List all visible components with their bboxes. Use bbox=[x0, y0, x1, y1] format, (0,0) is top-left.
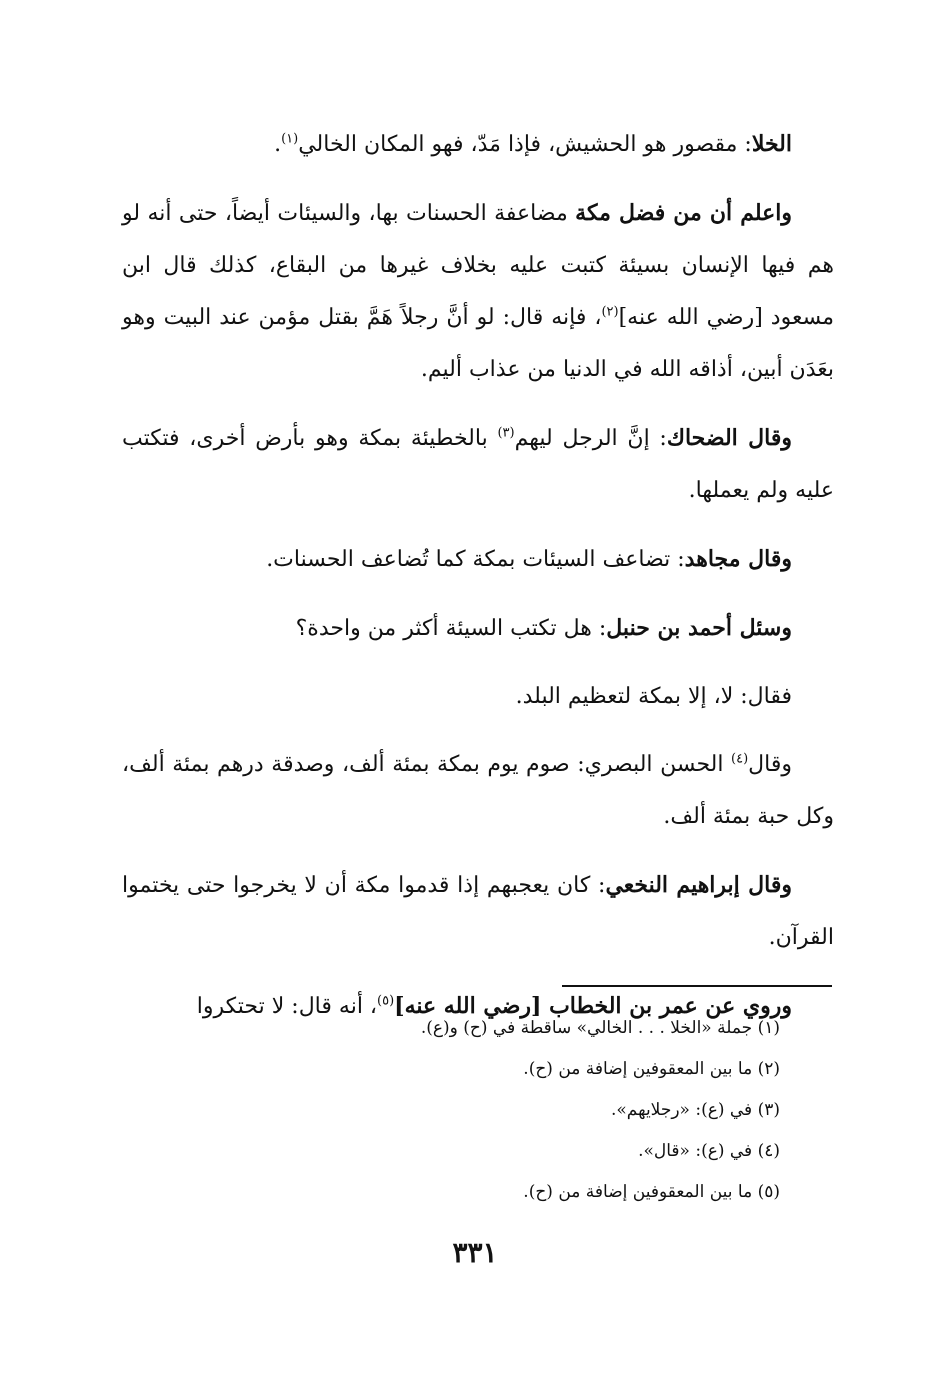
footnote-1: (١) جملة «الخلا . . . الخالي» ساقطة في (ح) و(ع). bbox=[420, 1018, 780, 1038]
footnote-ref[interactable]: (٣) bbox=[497, 425, 515, 441]
footnote-divider bbox=[562, 985, 832, 987]
footnotes bbox=[300, 1008, 780, 1213]
footnote-3: (٣) في (ع): «رجلايهم». bbox=[610, 1100, 780, 1120]
paragraph-ahmad bbox=[122, 602, 834, 655]
paragraph-hasan bbox=[122, 739, 834, 843]
footnote-5: (٥) ما بين المعقوفين إضافة من (ح). bbox=[523, 1182, 780, 1202]
paragraph-lead: وروي عن عمر بن الخطاب [رضي الله عنه] bbox=[394, 993, 792, 1019]
main-text bbox=[122, 118, 834, 1049]
paragraph-lead: الخلا bbox=[751, 131, 792, 157]
paragraph-tail: الحسن البصري: صوم يوم بمكة بمئة ألف، وصدقة درهم بمئة ألف، وكل حبة بمئة ألف. bbox=[122, 752, 834, 829]
paragraph-lead: وقال bbox=[748, 752, 792, 777]
footnote-4: (٤) في (ع): «قال». bbox=[638, 1141, 780, 1161]
paragraph-tail: ، أنه قال: لا تحتكروا bbox=[196, 994, 378, 1019]
paragraph-lead: وسئل أحمد بن حنبل bbox=[606, 615, 792, 641]
paragraph-lead: وقال الضحاك bbox=[666, 425, 793, 451]
paragraph-khala bbox=[122, 118, 834, 171]
paragraph-text: : كان يعجبهم إذا قدموا مكة أن لا يخرجوا حتى يختموا القرآن. bbox=[122, 873, 834, 950]
footnote-ref[interactable]: (٥) bbox=[377, 993, 395, 1009]
page-number: ٣٣١ bbox=[452, 1236, 498, 1269]
paragraph-text: : مقصور هو الحشيش، فإذا مَدّ، فهو المكان الخالي bbox=[298, 132, 752, 157]
paragraph-text: فقال: لا، إلا بمكة لتعظيم البلد. bbox=[515, 684, 792, 709]
footnote-ref[interactable]: (٢) bbox=[601, 304, 619, 320]
paragraph-answer bbox=[122, 671, 834, 723]
paragraph-text: : إنَّ الرجل ليهم bbox=[514, 426, 667, 451]
paragraph-text: : تضاعف السيئات بمكة كما تُضاعف الحسنات. bbox=[266, 547, 685, 572]
footnote-ref[interactable]: (٤) bbox=[731, 751, 749, 767]
paragraph-text: : هل تكتب السيئة أكثر من واحدة؟ bbox=[295, 616, 607, 641]
paragraph-tail: بالخطيئة بمكة وهو بأرض أخرى، فتكتب عليه ولم يعملها. bbox=[122, 426, 834, 503]
paragraph-tail: . bbox=[274, 132, 282, 157]
footnote-ref[interactable]: (١) bbox=[281, 131, 299, 147]
paragraph-lead: وقال مجاهد bbox=[684, 546, 792, 572]
paragraph-nakhai bbox=[122, 859, 834, 964]
footnote-2: (٢) ما بين المعقوفين إضافة من (ح). bbox=[523, 1059, 780, 1079]
paragraph-lead: واعلم أن من فضل مكة bbox=[575, 200, 793, 226]
paragraph-text: مضاعفة الحسنات بها، والسيئات أيضاً، حتى أنه لو هم فيها الإنسان بسيئة كتبت عليه بخلاف غيرها من البقاع، كذلك قال ابن مسعود [رضي الله عنه] bbox=[122, 201, 834, 330]
paragraph-dahhak bbox=[122, 412, 834, 517]
paragraph-tail: ، فإنه قال: لو أنَّ رجلاً هَمَّ بقتل مؤمن عند البيت وهو بعَدَن أبين، أذاقه الله في الدنيا من عذاب أليم. bbox=[122, 305, 834, 382]
paragraph-lead: وقال إبراهيم النخعي bbox=[605, 872, 793, 898]
paragraph-mujahid bbox=[122, 533, 834, 586]
paragraph-fadl-makka bbox=[122, 187, 834, 396]
